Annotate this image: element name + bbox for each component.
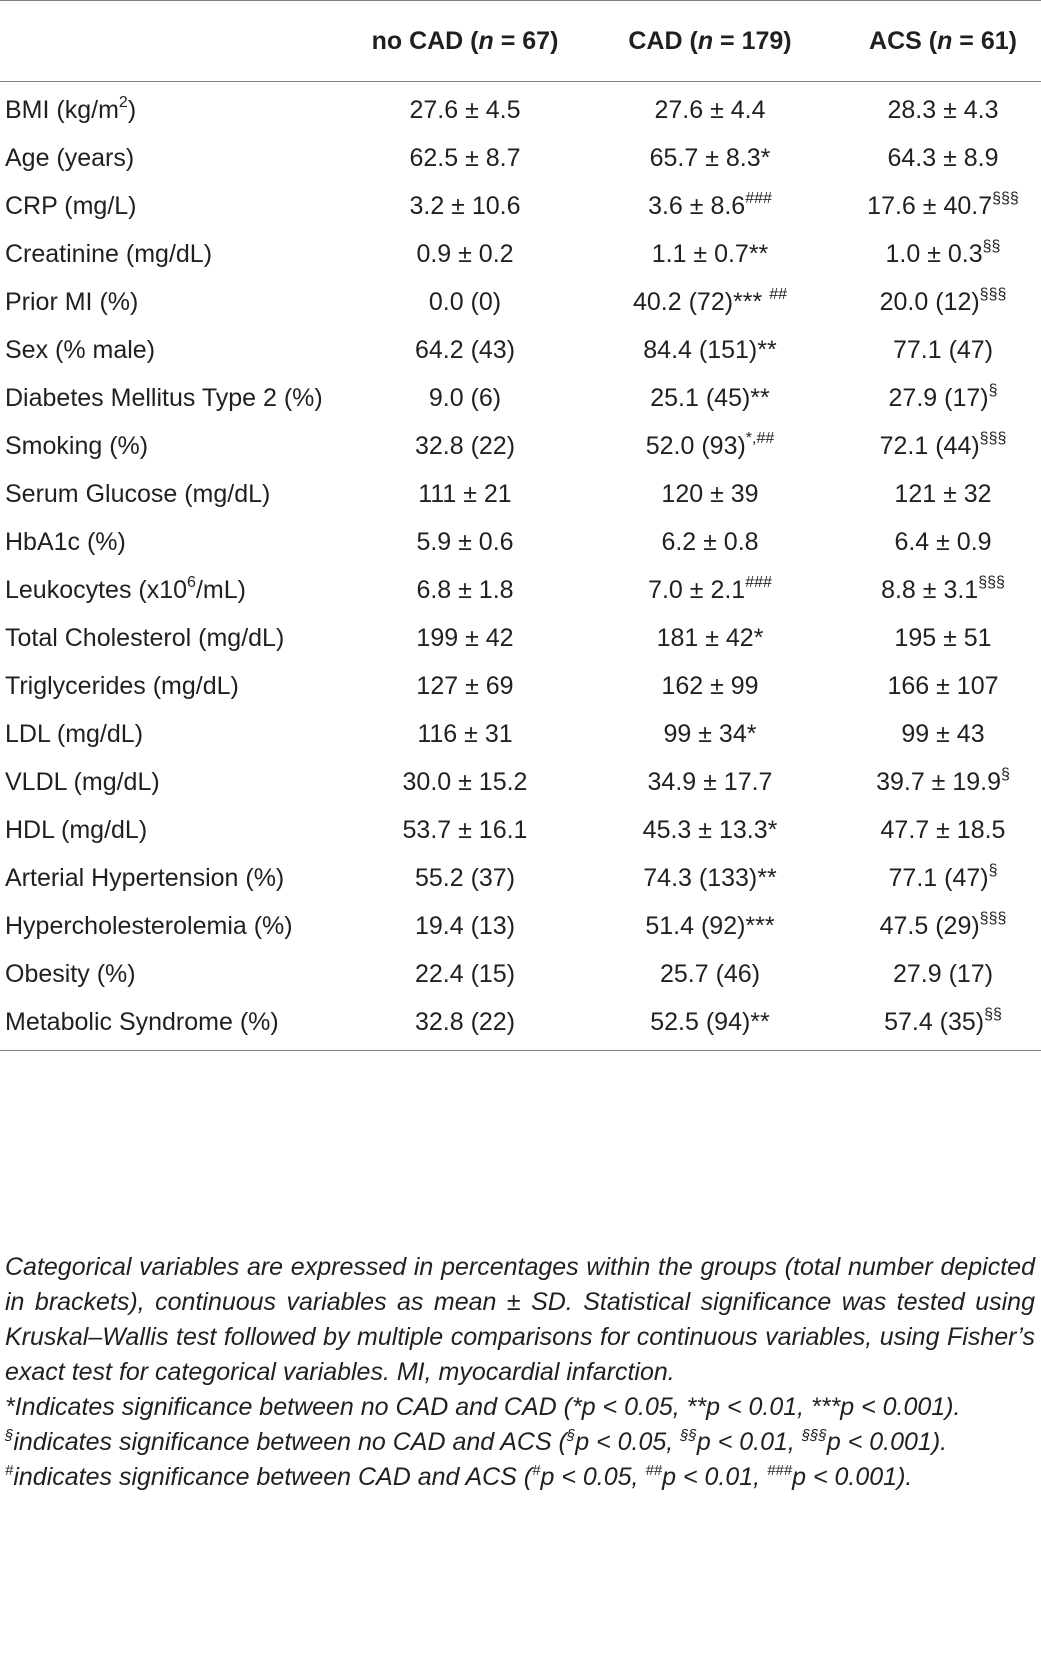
- value-no-cad: 32.8 (22): [355, 998, 575, 1051]
- value-no-cad: 5.9 ± 0.6: [416, 528, 514, 556]
- value-no-cad: 111 ± 21: [418, 480, 512, 508]
- value-cad: 25.1 (45)**: [650, 384, 770, 412]
- row-label: VLDL (mg/dL): [5, 768, 160, 796]
- value-acs: 17.6 ± 40.7§§§: [867, 190, 1019, 220]
- table-row: [0, 278, 1041, 326]
- value-acs: 166 ± 107: [887, 672, 999, 700]
- value-acs: 28.3 ± 4.3: [887, 96, 999, 124]
- value-cad: 45.3 ± 13.3*: [642, 816, 778, 844]
- value-no-cad: 64.2 (43): [414, 336, 516, 364]
- value-acs: 64.3 ± 8.9: [887, 144, 999, 172]
- table-row: [0, 806, 1041, 854]
- header-blank: [0, 1, 355, 82]
- value-cad: 65.7 ± 8.3*: [649, 144, 771, 172]
- value-cad: 6.2 ± 0.8: [661, 528, 759, 556]
- row-label: Metabolic Syndrome (%): [0, 998, 355, 1051]
- value-no-cad: 0.0 (0): [428, 288, 502, 316]
- table-row: [0, 230, 1041, 278]
- value-cad: 40.2 (72)*** ##: [633, 286, 787, 316]
- row-label: Total Cholesterol (mg/dL): [5, 624, 285, 652]
- value-acs: 39.7 ± 19.9§: [876, 766, 1010, 796]
- value-cad: 74.3 (133)**: [643, 864, 777, 892]
- value-no-cad: 27.6 ± 4.5: [409, 96, 521, 124]
- value-no-cad: 22.4 (15): [414, 960, 516, 988]
- header-acs: ACS (n = 61): [845, 1, 1041, 82]
- row-label: Obesity (%): [5, 960, 136, 988]
- value-acs: 20.0 (12)§§§: [879, 286, 1007, 316]
- row-label: Triglycerides (mg/dL): [5, 672, 239, 700]
- footnote-cad-acs: #indicates significance between CAD and ACS (#p < 0.05, ##p < 0.01, ###p < 0.001).: [5, 1462, 913, 1491]
- table-footnotes: [5, 1250, 1035, 1495]
- value-cad: 181 ± 42*: [656, 624, 764, 652]
- value-no-cad: 55.2 (37): [414, 864, 516, 892]
- table-row: [0, 710, 1041, 758]
- table-row: [0, 854, 1041, 902]
- table-row: [0, 82, 1041, 135]
- table-row: [0, 422, 1041, 470]
- table-row: [0, 902, 1041, 950]
- value-no-cad: 3.2 ± 10.6: [409, 192, 521, 220]
- header-no-cad: no CAD (n = 67): [355, 1, 575, 82]
- row-label: LDL (mg/dL): [5, 720, 144, 748]
- table-row: [0, 758, 1041, 806]
- table-row: [0, 134, 1041, 182]
- value-no-cad: 30.0 ± 15.2: [402, 768, 528, 796]
- value-cad: 1.1 ± 0.7**: [651, 240, 769, 268]
- value-no-cad: 116 ± 31: [417, 720, 513, 748]
- value-no-cad: 0.9 ± 0.2: [416, 240, 514, 268]
- value-no-cad: 6.8 ± 1.8: [416, 576, 514, 604]
- row-label: Creatinine (mg/dL): [5, 240, 213, 268]
- footnote-acs: §indicates significance between no CAD and ACS (§p < 0.05, §§p < 0.01, §§§p < 0.001).: [5, 1427, 948, 1456]
- value-acs: 77.1 (47)§: [888, 862, 998, 892]
- table-row: [0, 998, 1041, 1051]
- table-row: [0, 614, 1041, 662]
- table-row: [0, 566, 1041, 614]
- value-no-cad: 53.7 ± 16.1: [402, 816, 528, 844]
- value-acs: 77.1 (47): [892, 336, 994, 364]
- value-cad: 25.7 (46): [659, 960, 761, 988]
- header-row: [0, 1, 1041, 82]
- table-row: [0, 182, 1041, 230]
- value-cad: 51.4 (92)***: [645, 912, 775, 940]
- row-label: CRP (mg/L): [5, 192, 137, 220]
- value-cad: 52.5 (94)**: [575, 998, 845, 1051]
- table-row: [0, 374, 1041, 422]
- value-cad: 120 ± 39: [661, 480, 759, 508]
- value-cad: 34.9 ± 17.7: [647, 768, 773, 796]
- value-acs: 121 ± 32: [894, 480, 992, 508]
- value-acs: 195 ± 51: [894, 624, 992, 652]
- row-label: Age (years): [5, 144, 135, 172]
- row-label: BMI $(kg/m^2)$: [5, 94, 137, 124]
- row-label: Hypercholesterolemia (%): [5, 912, 293, 940]
- value-acs: 6.4 ± 0.9: [894, 528, 992, 556]
- value-acs: 8.8 ± 3.1§§§: [881, 574, 1005, 604]
- value-cad: 3.6 ± 8.6###: [648, 190, 772, 220]
- header-cad: CAD (n = 179): [575, 1, 845, 82]
- value-cad: 7.0 ± 2.1###: [648, 574, 772, 604]
- value-acs: 1.0 ± 0.3§§: [885, 238, 1001, 268]
- value-acs: 27.9 (17)§: [888, 382, 998, 412]
- row-label: HDL (mg/dL): [5, 816, 148, 844]
- value-no-cad: 199 ± 42: [416, 624, 514, 652]
- value-acs: 99 ± 43: [901, 720, 985, 748]
- row-label: Leukocytes $(x10^6/mL)$: [5, 574, 246, 604]
- value-acs: 27.9 (17): [892, 960, 994, 988]
- value-no-cad: 62.5 ± 8.7: [409, 144, 521, 172]
- row-label: Diabetes Mellitus Type 2 (%): [5, 384, 323, 412]
- value-acs: 47.7 ± 18.5: [880, 816, 1006, 844]
- value-no-cad: 32.8 (22): [414, 432, 516, 460]
- value-acs: 47.5 (29)§§§: [879, 910, 1007, 940]
- value-no-cad: 9.0 (6): [428, 384, 502, 412]
- row-label: HbA1c (%): [5, 528, 126, 556]
- value-no-cad: 127 ± 69: [416, 672, 514, 700]
- value-acs: 72.1 (44)§§§: [879, 430, 1007, 460]
- row-label: Smoking (%): [5, 432, 149, 460]
- table-row: [0, 470, 1041, 518]
- value-cad: 99 ± 34*: [663, 720, 757, 748]
- row-label: Arterial Hypertension (%): [5, 864, 285, 892]
- value-cad: 52.0 (93)*,##: [645, 430, 775, 460]
- value-cad: 84.4 (151)**: [643, 336, 777, 364]
- row-label: Sex (% male): [5, 336, 156, 364]
- table-row: [0, 326, 1041, 374]
- value-acs: 57.4 (35)§§: [845, 998, 1041, 1051]
- value-cad: 162 ± 99: [661, 672, 759, 700]
- value-cad: 27.6 ± 4.4: [654, 96, 766, 124]
- row-label: Serum Glucose (mg/dL): [5, 480, 271, 508]
- table-row: [0, 518, 1041, 566]
- value-no-cad: 19.4 (13): [414, 912, 516, 940]
- footnote-main: Categorical variables are expressed in percentages within the groups (total number depicted in brackets), continuous variables as mean ± SD. Statistical significance was tested using Kruskal–Wallis test followed by multiple comparisons for continuous variables, using Fisher’s exact test for categorical variables. MI, myocardial infarction.: [5, 1253, 1035, 1386]
- row-label: Prior MI (%): [5, 288, 139, 316]
- footnote-cad: *Indicates significance between no CAD and CAD (*p < 0.05, **p < 0.01, ***p < 0.001).: [5, 1393, 961, 1421]
- table-row: [0, 662, 1041, 710]
- table-row: [0, 950, 1041, 998]
